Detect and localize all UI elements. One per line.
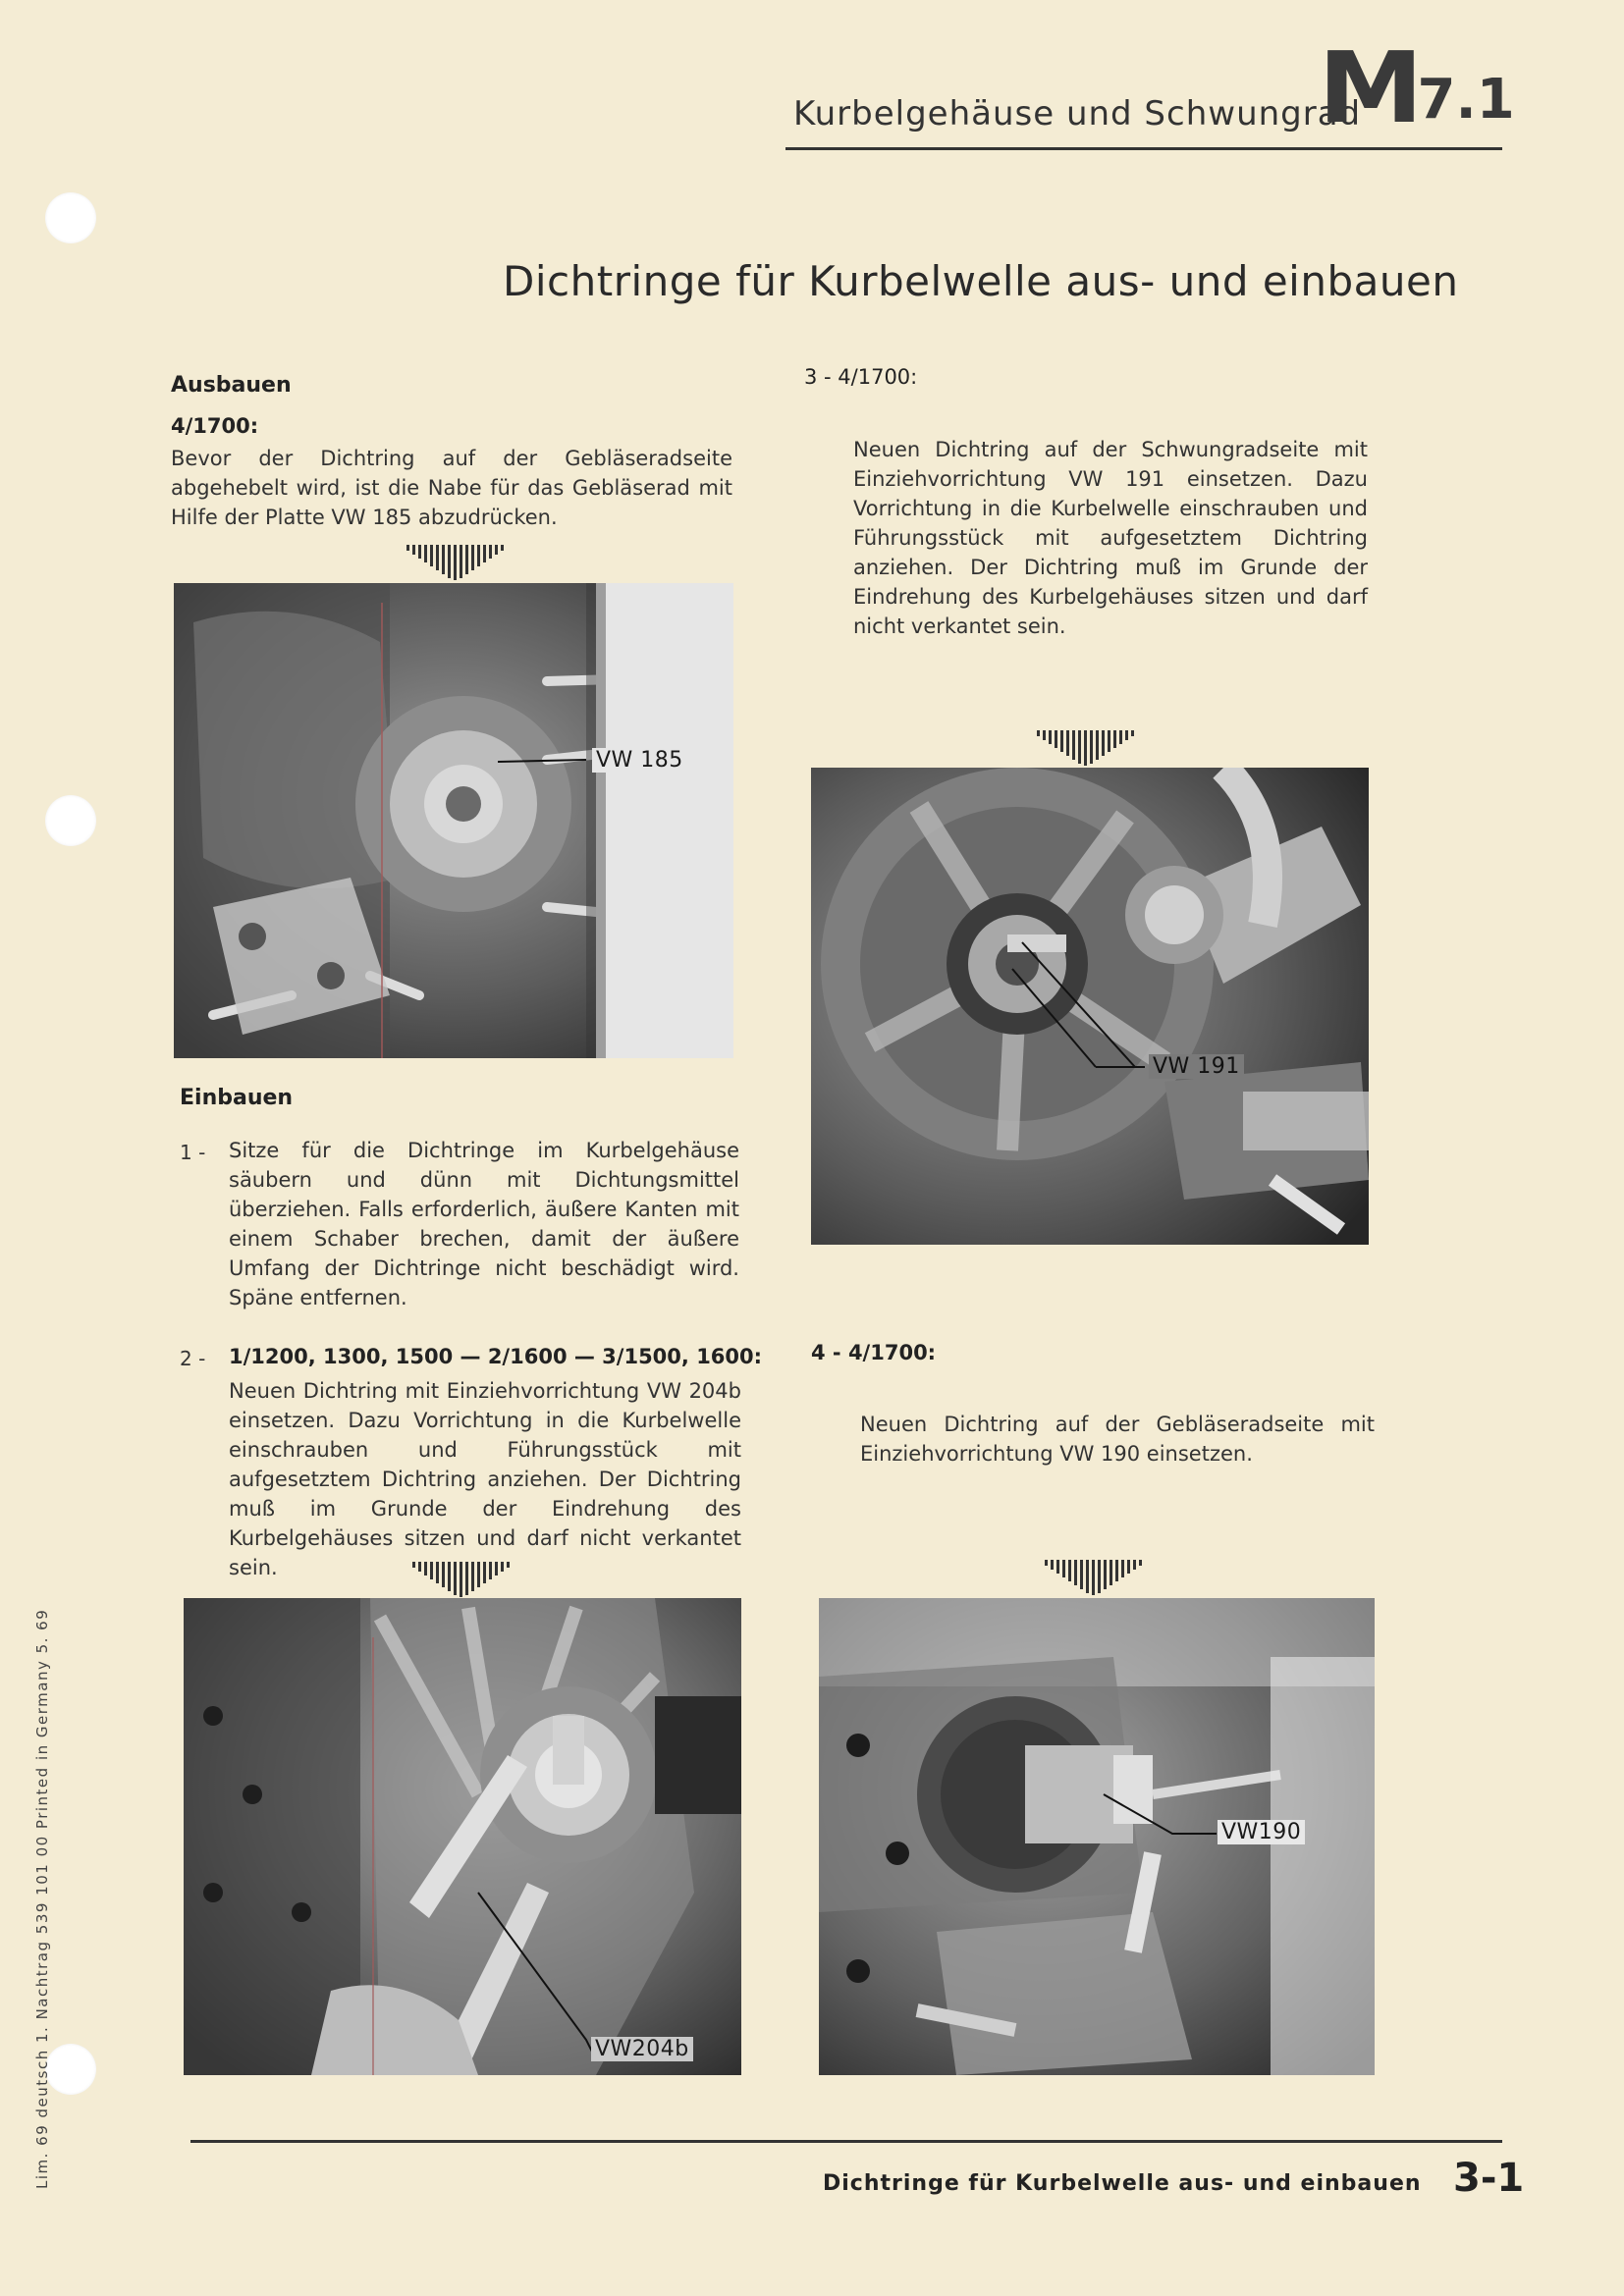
section-title: Kurbelgehäuse und Schwungrad bbox=[793, 94, 1362, 133]
header-rule bbox=[785, 147, 1502, 150]
step4-ref: 4 - 4/1700: bbox=[811, 1341, 937, 1364]
step4-text: Neuen Dichtring auf der Gebläseradseite mit Einziehvorrichtung VW 190 einsetzen. bbox=[860, 1413, 1375, 1466]
photo-install-seal-vw204b bbox=[184, 1598, 741, 2075]
photo2-callout: VW 191 bbox=[1149, 1054, 1244, 1079]
arrow-down-icon bbox=[412, 1562, 511, 1597]
photo-install-seal-vw191 bbox=[811, 768, 1369, 1245]
section-code-letter: M bbox=[1318, 30, 1418, 145]
ausbauen-ref: 4/1700: bbox=[171, 414, 259, 438]
step3-ref: 3 - 4/1700: bbox=[804, 365, 918, 389]
punch-hole-bottom bbox=[45, 2044, 96, 2095]
footer-title: Dichtringe für Kurbelwelle aus- und einbauen bbox=[823, 2171, 1422, 2196]
punch-hole-middle bbox=[45, 795, 96, 846]
punch-hole-top bbox=[45, 192, 96, 243]
einbauen-heading: Einbauen bbox=[180, 1086, 294, 1110]
step3-text: Neuen Dichtring auf der Schwungradseite mit Einziehvorrichtung VW 191 einsetzen. Dazu Vorrichtung in die Kurbelwelle einschrauben und Führungsstück mit aufgesetztem Dichtring anziehen. Der Dichtring muß im Grunde der Eindrehung des Kurbelgehäuses sitzen und darf nicht verkantet sein. bbox=[853, 438, 1368, 638]
page-title: Dichtringe für Kurbelwelle aus- und einbauen bbox=[503, 257, 1459, 305]
page-number: 3-1 bbox=[1453, 2156, 1525, 2201]
arrow-down-icon bbox=[406, 545, 505, 580]
arrow-down-icon bbox=[1045, 1560, 1143, 1595]
ausbauen-text: Bevor der Dichtring auf der Gebläseradseite abgehebelt wird, ist die Nabe für das Gebläserad mit Hilfe der Platte VW 185 abzudrücken. bbox=[171, 447, 732, 529]
section-code-number: 7.1 bbox=[1417, 68, 1515, 132]
photo4-callout: VW190 bbox=[1218, 1820, 1305, 1844]
step1-text: Sitze für die Dichtringe im Kurbelgehäuse säubern und dünn mit Dichtungsmittel überziehen. Falls erforderlich, äußere Kanten mit einem Schaber brechen, damit der äußere Umfang der Dichtringe nicht beschädigt wird. Späne entfernen. bbox=[229, 1139, 739, 1309]
photo3-callout: VW204b bbox=[591, 2037, 693, 2061]
step2-number: 2 - bbox=[180, 1347, 206, 1370]
step2-text: Neuen Dichtring mit Einziehvorrichtung VW 204b einsetzen. Dazu Vorrichtung in die Kurbelwelle einschrauben und Führungsstück mit aufgesetztem Dichtring anziehen. Der Dichtring muß im Grunde der Eindrehung des Kurbelgehäuses sitzen und darf nicht verkantet sein. bbox=[229, 1379, 741, 1579]
print-info-margin-note: Lim. 69 deutsch 1. Nachtrag 539 101 00 Printed in Germany 5. 69 bbox=[33, 1608, 51, 2189]
step2-ref: 1/1200, 1300, 1500 — 2/1600 — 3/1500, 1600: bbox=[229, 1345, 763, 1368]
step1-number: 1 - bbox=[180, 1141, 206, 1164]
ausbauen-heading: Ausbauen bbox=[171, 373, 292, 398]
arrow-down-icon bbox=[1037, 730, 1135, 766]
section-code bbox=[1318, 30, 1515, 145]
photo-remove-hub-vw185 bbox=[174, 583, 733, 1058]
footer-rule bbox=[190, 2140, 1502, 2143]
photo1-callout: VW 185 bbox=[592, 748, 687, 773]
